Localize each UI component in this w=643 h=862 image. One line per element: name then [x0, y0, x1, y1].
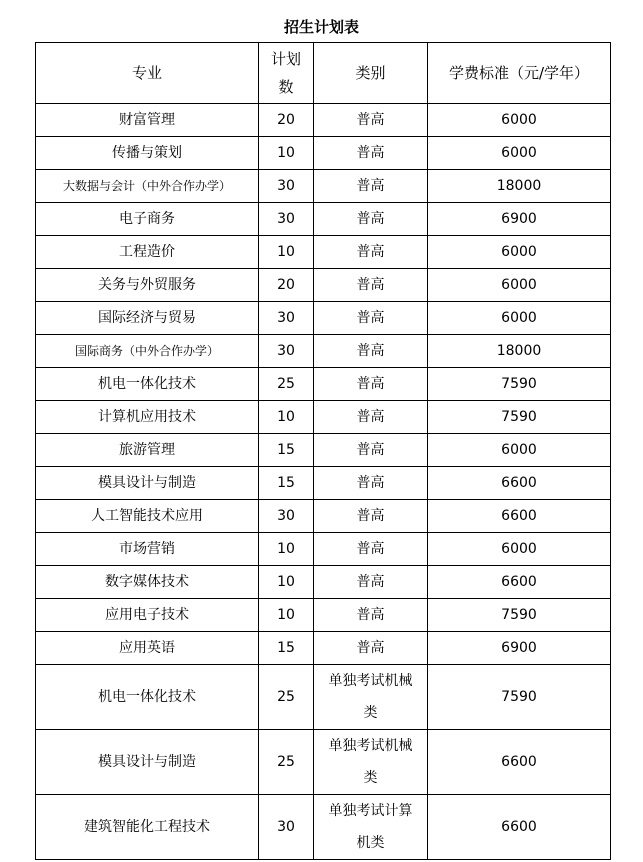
- category-cell: 普高: [314, 401, 428, 434]
- tuition-cell: 6600: [428, 730, 611, 795]
- tuition-cell: 6600: [428, 500, 611, 533]
- enrollment-plan-table: [35, 42, 611, 860]
- category-cell: 普高: [314, 566, 428, 599]
- table-row: [36, 795, 611, 860]
- tuition-cell: 6000: [428, 137, 611, 170]
- plan-count-cell: 25: [259, 665, 314, 730]
- table-row: [36, 368, 611, 401]
- major-cell: 国际商务（中外合作办学）: [36, 335, 259, 368]
- plan-count-cell: 10: [259, 599, 314, 632]
- category-cell: 普高: [314, 335, 428, 368]
- tuition-cell: 6900: [428, 632, 611, 665]
- plan-count-cell: 10: [259, 401, 314, 434]
- table-row: [36, 401, 611, 434]
- plan-count-cell: 30: [259, 795, 314, 860]
- major-cell: 应用英语: [36, 632, 259, 665]
- category-cell: 普高: [314, 269, 428, 302]
- plan-count-cell: 30: [259, 170, 314, 203]
- major-cell: 市场营销: [36, 533, 259, 566]
- plan-count-cell: 15: [259, 467, 314, 500]
- major-cell: 计算机应用技术: [36, 401, 259, 434]
- category-cell: 普高: [314, 368, 428, 401]
- major-cell: 人工智能技术应用: [36, 500, 259, 533]
- major-cell: 模具设计与制造: [36, 467, 259, 500]
- category-cell: 单独考试机械类: [314, 730, 428, 795]
- table-row: [36, 730, 611, 795]
- category-cell: 普高: [314, 434, 428, 467]
- plan-count-cell: 15: [259, 632, 314, 665]
- category-cell: 普高: [314, 599, 428, 632]
- table-row: [36, 632, 611, 665]
- table-row: [36, 599, 611, 632]
- major-cell: 关务与外贸服务: [36, 269, 259, 302]
- table-row: [36, 170, 611, 203]
- tuition-cell: 18000: [428, 335, 611, 368]
- table-row: [36, 467, 611, 500]
- tuition-cell: 6600: [428, 566, 611, 599]
- plan-count-cell: 30: [259, 203, 314, 236]
- table-row: [36, 104, 611, 137]
- major-cell: 国际经济与贸易: [36, 302, 259, 335]
- header-major: 专业: [36, 43, 259, 104]
- table-row: [36, 566, 611, 599]
- tuition-cell: 18000: [428, 170, 611, 203]
- table-row: [36, 302, 611, 335]
- category-cell: 单独考试计算机类: [314, 795, 428, 860]
- plan-count-cell: 10: [259, 566, 314, 599]
- major-cell: 模具设计与制造: [36, 730, 259, 795]
- header-tuition: 学费标准（元/学年）: [428, 43, 611, 104]
- tuition-cell: 6000: [428, 533, 611, 566]
- tuition-cell: 7590: [428, 665, 611, 730]
- major-cell: 大数据与会计（中外合作办学）: [36, 170, 259, 203]
- category-cell: 普高: [314, 467, 428, 500]
- major-cell: 旅游管理: [36, 434, 259, 467]
- plan-count-cell: 30: [259, 500, 314, 533]
- table-row: [36, 269, 611, 302]
- header-category: 类别: [314, 43, 428, 104]
- category-cell: 普高: [314, 104, 428, 137]
- tuition-cell: 7590: [428, 599, 611, 632]
- plan-count-cell: 15: [259, 434, 314, 467]
- tuition-cell: 6000: [428, 269, 611, 302]
- table-row: [36, 434, 611, 467]
- tuition-cell: 6000: [428, 434, 611, 467]
- plan-count-cell: 10: [259, 533, 314, 566]
- category-cell: 普高: [314, 236, 428, 269]
- major-cell: 应用电子技术: [36, 599, 259, 632]
- tuition-cell: 7590: [428, 368, 611, 401]
- table-row: [36, 500, 611, 533]
- plan-count-cell: 20: [259, 104, 314, 137]
- major-cell: 工程造价: [36, 236, 259, 269]
- major-cell: 财富管理: [36, 104, 259, 137]
- plan-count-cell: 30: [259, 335, 314, 368]
- major-cell: 机电一体化技术: [36, 665, 259, 730]
- table-row: [36, 137, 611, 170]
- plan-count-cell: 25: [259, 368, 314, 401]
- table-row: [36, 236, 611, 269]
- tuition-cell: 6000: [428, 236, 611, 269]
- category-cell: 普高: [314, 170, 428, 203]
- tuition-cell: 6000: [428, 104, 611, 137]
- tuition-cell: 6600: [428, 795, 611, 860]
- header-plan-count: 计划数: [259, 43, 314, 104]
- major-cell: 电子商务: [36, 203, 259, 236]
- tuition-cell: 7590: [428, 401, 611, 434]
- table-row: [36, 665, 611, 730]
- table-row: [36, 335, 611, 368]
- category-cell: 普高: [314, 632, 428, 665]
- tuition-cell: 6900: [428, 203, 611, 236]
- major-cell: 数字媒体技术: [36, 566, 259, 599]
- plan-count-cell: 10: [259, 236, 314, 269]
- plan-count-cell: 20: [259, 269, 314, 302]
- page-title: 招生计划表: [283, 18, 359, 36]
- major-cell: 建筑智能化工程技术: [36, 795, 259, 860]
- table-row: [36, 203, 611, 236]
- plan-count-cell: 10: [259, 137, 314, 170]
- category-cell: 普高: [314, 137, 428, 170]
- tuition-cell: 6600: [428, 467, 611, 500]
- plan-count-cell: 30: [259, 302, 314, 335]
- category-cell: 普高: [314, 203, 428, 236]
- major-cell: 机电一体化技术: [36, 368, 259, 401]
- tuition-cell: 6000: [428, 302, 611, 335]
- plan-count-cell: 25: [259, 730, 314, 795]
- category-cell: 普高: [314, 500, 428, 533]
- table-header-row: [36, 43, 611, 104]
- table-row: [36, 533, 611, 566]
- category-cell: 普高: [314, 302, 428, 335]
- category-cell: 单独考试机械类: [314, 665, 428, 730]
- category-cell: 普高: [314, 533, 428, 566]
- major-cell: 传播与策划: [36, 137, 259, 170]
